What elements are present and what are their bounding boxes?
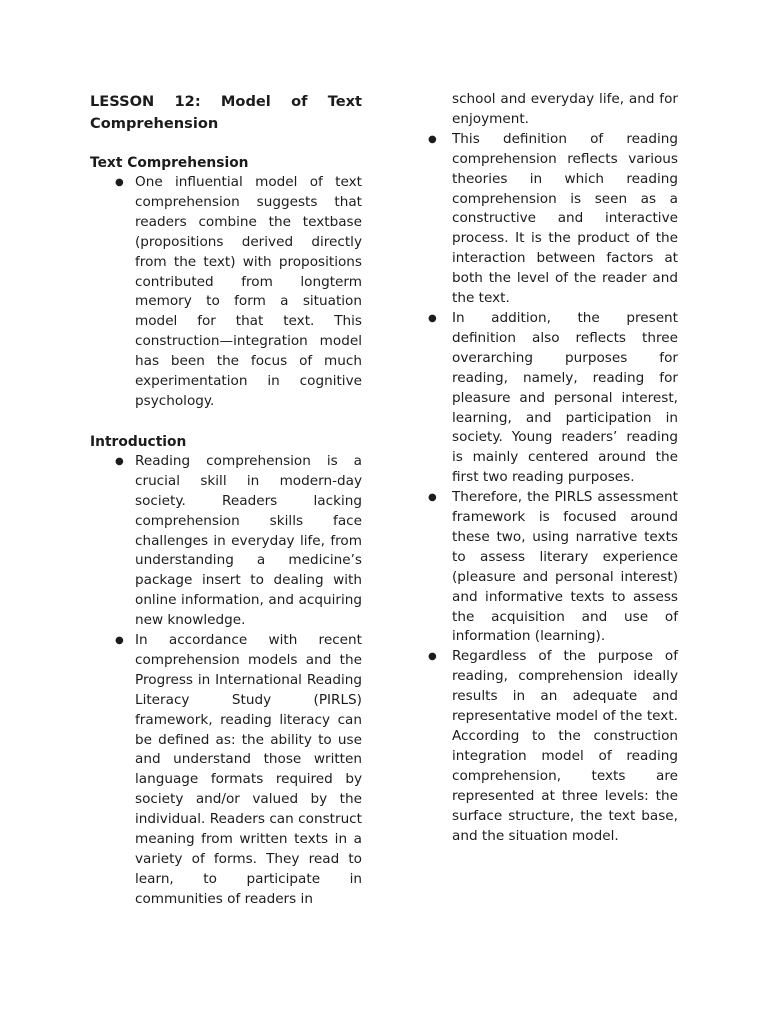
list-item-text: Therefore, the PIRLS assessment framework is focused around these two, using narrative texts to assess literary experience (pleasure and personal interest) and informative texts to assess the acquisition and use of information (learning). (452, 489, 678, 645)
list-item (90, 452, 362, 631)
list-item-text: In addition, the present definition also reflects three overarching purposes for reading, namely, reading for pleasure and personal interest, learning, and participation in society. Young readers’ reading is mainly centered around the first two reading purposes. (452, 309, 678, 486)
bullet-icon: ● (428, 492, 437, 504)
continuation-text: school and everyday life, and for enjoyment. (452, 91, 678, 127)
bullet-icon: ● (428, 133, 437, 145)
list-item (90, 631, 362, 910)
list-item-text: In accordance with recent comprehension models and the Progress in International Reading Literacy Study (PIRLS) framework, reading literacy can be defined as: the ability to use and understand those written language formats required by society and/or valued by the individual. Readers can construct meaning from written texts in a variety of forms. They read to learn, to participate in communities of readers in (135, 632, 362, 907)
bullet-icon: ● (115, 455, 124, 467)
lesson-title-line-2: Comprehension (90, 115, 219, 132)
section-heading-text-comprehension: Text Comprehension (90, 155, 249, 171)
spacer (90, 412, 362, 432)
list-item-text: Reading comprehension is a crucial skill in modern-day society. Readers lacking comprehension skills face challenges in everyday life, from understanding a medicine’s package insert to dealing with online information, and acquiring new knowledge. (135, 452, 362, 629)
list-item-text: Regardless of the purpose of reading, comprehension ideally results in an adequate and representative model of the text. According to the construction integration model of reading comprehension, texts are represented at three levels: the surface structure, the text base, and the situation model. (452, 648, 678, 844)
introduction-list (90, 452, 362, 910)
list-item (425, 488, 678, 647)
bullet-icon: ● (115, 177, 124, 188)
text-comprehension-list (90, 173, 362, 412)
list-item-text: This definition of reading comprehension reflects various theories in which reading comprehension is seen as a constructive and interactive process. It is the product of the interaction between factors at both the level of the reader and the text. (452, 130, 678, 307)
right-column (425, 90, 678, 846)
section-heading-introduction: Introduction (90, 433, 187, 450)
left-column (90, 90, 362, 910)
spacer (90, 135, 362, 153)
bullet-icon: ● (428, 651, 437, 663)
lesson-title (90, 90, 362, 135)
introduction-list-continued (425, 130, 678, 847)
list-item (425, 647, 678, 846)
list-item-text: One influential model of text comprehension suggests that readers combine the textbase (propositions derived directly from the text) with propositions contributed from longterm memory to form a situation model for that text. This construction—integration model has been the focus of much experimentation in cognitive psychology. (135, 174, 362, 409)
lesson-title-line-1: LESSON 12: Model of Text (90, 93, 362, 110)
list-item (425, 130, 678, 309)
bullet-icon: ● (115, 635, 124, 647)
list-item (90, 173, 362, 412)
bullet-icon: ● (428, 312, 437, 324)
list-item (425, 309, 678, 488)
